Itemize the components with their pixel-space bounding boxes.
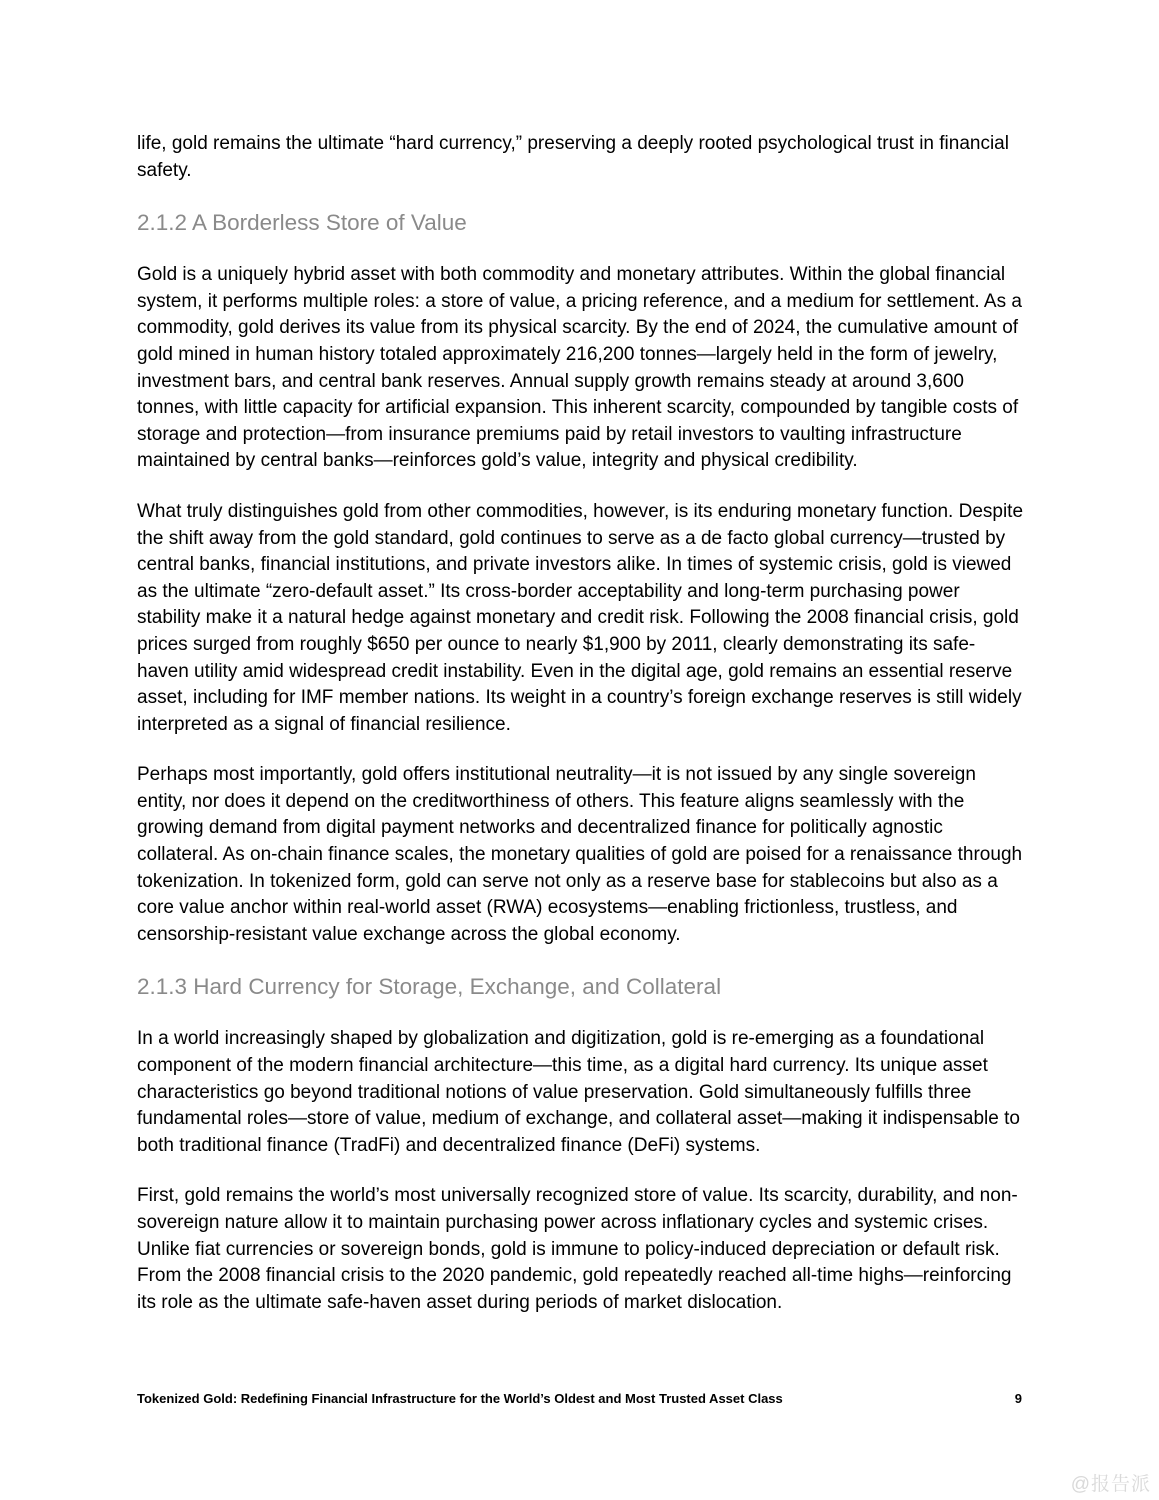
section-2-1-3-paragraph-1: In a world increasingly shaped by globalization and digitization, gold is re-emerging as a foundational component of the modern financial architecture—this time, as a digital hard currency. Its unique asset characteristics go beyond traditional notions of value preservation. Gold simultaneously fulfills three fundamental roles—store of value, medium of exchange, and collateral asset—making it indispensable to both traditional finance (TradFi) and decentralized finance (DeFi) systems. xyxy=(137,1028,1020,1156)
section-2-1-2-paragraph-2: What truly distinguishes gold from other commodities, however, is its enduring monetary function. Despite the shift away from the gold standard, gold continues to serve as a de facto global currency—trusted by central banks, financial institutions, and private investors alike. In times of systemic crisis, gold is viewed as the ultimate “zero-default asset.” Its cross-border acceptability and long-term purchasing power stability make it a natural hedge against monetary and credit risk. Following the 2008 financial crisis, gold prices surged from roughly $650 per ounce to nearly $1,900 by 2011, clearly demonstrating its safe-haven utility amid widespread credit instability. Even in the digital age, gold remains an essential reserve asset, including for IMF member nations. Its weight in a country’s foreign exchange reserves is still widely interpreted as a signal of financial resilience. xyxy=(137,500,1024,735)
section-2-1-3-paragraph-2: First, gold remains the world’s most universally recognized store of value. Its scarcity, durability, and non-sovereign nature allow it to maintain purchasing power across inflationary cycles and systemic crises. Unlike fiat currencies or sovereign bonds, gold is immune to policy-induced depreciation or default risk. From the 2008 financial crisis to the 2020 pandemic, gold repeatedly reached all-time highs—reinforcing its role as the ultimate safe-haven asset during periods of market dislocation. xyxy=(137,1185,1018,1313)
watermark: @报告派 xyxy=(1070,1474,1151,1495)
section-2-1-2-paragraph-1: Gold is a uniquely hybrid asset with both commodity and monetary attributes. Within the global financial system, it performs multiple roles: a store of value, a pricing reference, and a medium for settlement. As a commodity, gold derives its value from its physical scarcity. By the end of 2024, the cumulative amount of gold mined in human history totaled approximately 216,200 tonnes—largely held in the form of jewelry, investment bars, and central bank reserves. Annual supply growth remains steady at around 3,600 tonnes, with little capacity for artificial expansion. This inherent scarcity, compounded by tangible costs of storage and protection—from insurance premiums paid by retail investors to vaulting infrastructure maintained by central banks—reinforces gold’s value, integrity and physical credibility. xyxy=(137,264,1022,472)
footer-document-title: Tokenized Gold: Redefining Financial Infrastructure for the World’s Oldest and Most Trusted Asset Class xyxy=(137,1391,783,1406)
section-2-1-2-paragraph-3: Perhaps most importantly, gold offers institutional neutrality—it is not issued by any single sovereign entity, nor does it depend on the creditworthiness of others. This feature aligns seamlessly with the growing demand from digital payment networks and decentralized finance for politically agnostic collateral. As on-chain finance scales, the monetary qualities of gold are poised for a renaissance through tokenization. In tokenized form, gold can serve not only as a reserve base for stablecoins but also as a core value anchor within real-world asset (RWA) ecosystems—enabling frictionless, trustless, and censorship-resistant value exchange across the global economy. xyxy=(137,764,1023,945)
section-heading-2-1-3: 2.1.3 Hard Currency for Storage, Exchange, and Collateral xyxy=(137,974,722,1000)
page-content xyxy=(137,131,1026,1340)
section-heading-2-1-2: 2.1.2 A Borderless Store of Value xyxy=(137,210,467,236)
footer-page-number: 9 xyxy=(1014,1391,1022,1406)
page-footer xyxy=(137,1391,1022,1406)
intro-paragraph: life, gold remains the ultimate “hard currency,” preserving a deeply rooted psychological trust in financial safety. xyxy=(137,133,1009,181)
